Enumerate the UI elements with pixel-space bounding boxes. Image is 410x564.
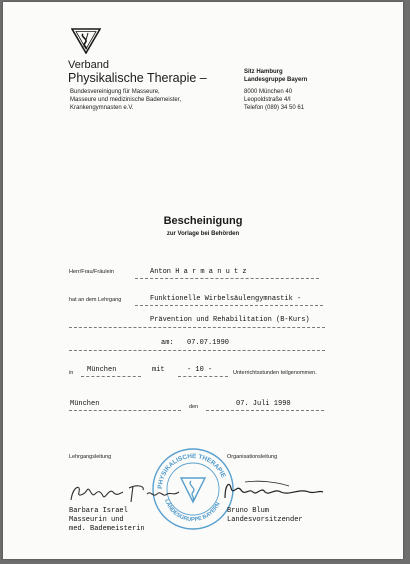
right-signer-name: Bruno Blum bbox=[227, 507, 270, 515]
address-line2: Leopoldstraße 4/I bbox=[244, 97, 291, 103]
org-subtitle-line1: Bundesvereinigung für Masseure, bbox=[70, 89, 160, 95]
hours-underline bbox=[178, 376, 228, 377]
sign-date-underline bbox=[206, 410, 324, 411]
stamp-text-top: PHYSIKALISCHE THERAPIE bbox=[156, 452, 227, 490]
course-line2: Prävention und Rehabilitation (B-Kurs) bbox=[150, 316, 310, 324]
hours-value: - 10 - bbox=[187, 366, 213, 374]
left-signature bbox=[67, 480, 187, 506]
name-label: Herr/Frau/Fräulein bbox=[69, 269, 114, 275]
org-subtitle-line3: Krankengymnasten e.V. bbox=[70, 105, 134, 111]
date-value: 07.07.1990 bbox=[187, 339, 230, 347]
den-label: den bbox=[189, 404, 199, 410]
course-underline1 bbox=[135, 305, 323, 306]
left-signer-title2: med. Bademeisterin bbox=[69, 525, 145, 533]
name-value: Anton H a r m a n u t z bbox=[150, 268, 247, 276]
mit-label: mit bbox=[152, 366, 165, 374]
phone-line: Telefon (089) 34 50 61 bbox=[244, 105, 305, 111]
date-prefix: am: bbox=[161, 339, 174, 347]
org-name-line2: Physikalische Therapie – bbox=[68, 71, 207, 85]
address-line1: 8000 München 40 bbox=[244, 89, 293, 95]
right-signature bbox=[219, 478, 329, 502]
hours-label: Unterrichtsstunden teilgenommen. bbox=[233, 370, 317, 376]
sign-place: München bbox=[70, 400, 100, 408]
document-title: Bescheinigung bbox=[163, 215, 243, 227]
course-underline2 bbox=[69, 327, 325, 328]
in-label: in bbox=[69, 370, 74, 376]
document-subtitle: zur Vorlage bei Behörden bbox=[166, 231, 240, 237]
date-underline bbox=[69, 350, 325, 351]
sign-date: 07. Juli 1990 bbox=[236, 400, 291, 408]
sign-place-underline bbox=[69, 410, 181, 411]
course-line1: Funktionelle Wirbelsäulengymnastik - bbox=[150, 295, 302, 303]
left-signer-title1: Masseurin und bbox=[69, 516, 124, 524]
group-label: Landesgruppe Bayern bbox=[244, 77, 308, 83]
stamp-text-bottom: LANDESGRUPPE BAYERN bbox=[163, 498, 222, 523]
course-label: hat an dem Lehrgang bbox=[69, 297, 122, 303]
left-signer-name: Barbara Israel bbox=[69, 507, 128, 515]
place-underline bbox=[81, 376, 141, 377]
lead-label: Lehrgangsleitung bbox=[69, 454, 112, 460]
name-underline bbox=[135, 278, 319, 279]
org-subtitle-line2: Masseure und medizinische Bademeister, bbox=[70, 97, 182, 103]
org-name-line1: Verband bbox=[68, 59, 109, 71]
association-logo-icon bbox=[71, 28, 101, 54]
place-value: München bbox=[87, 366, 117, 374]
seat-label: Sitz Hamburg bbox=[244, 69, 283, 75]
certificate-page bbox=[3, 2, 403, 559]
right-signer-title: Landesvorsitzender bbox=[227, 516, 303, 524]
org-lead-label: Organisationsleitung bbox=[227, 454, 278, 460]
